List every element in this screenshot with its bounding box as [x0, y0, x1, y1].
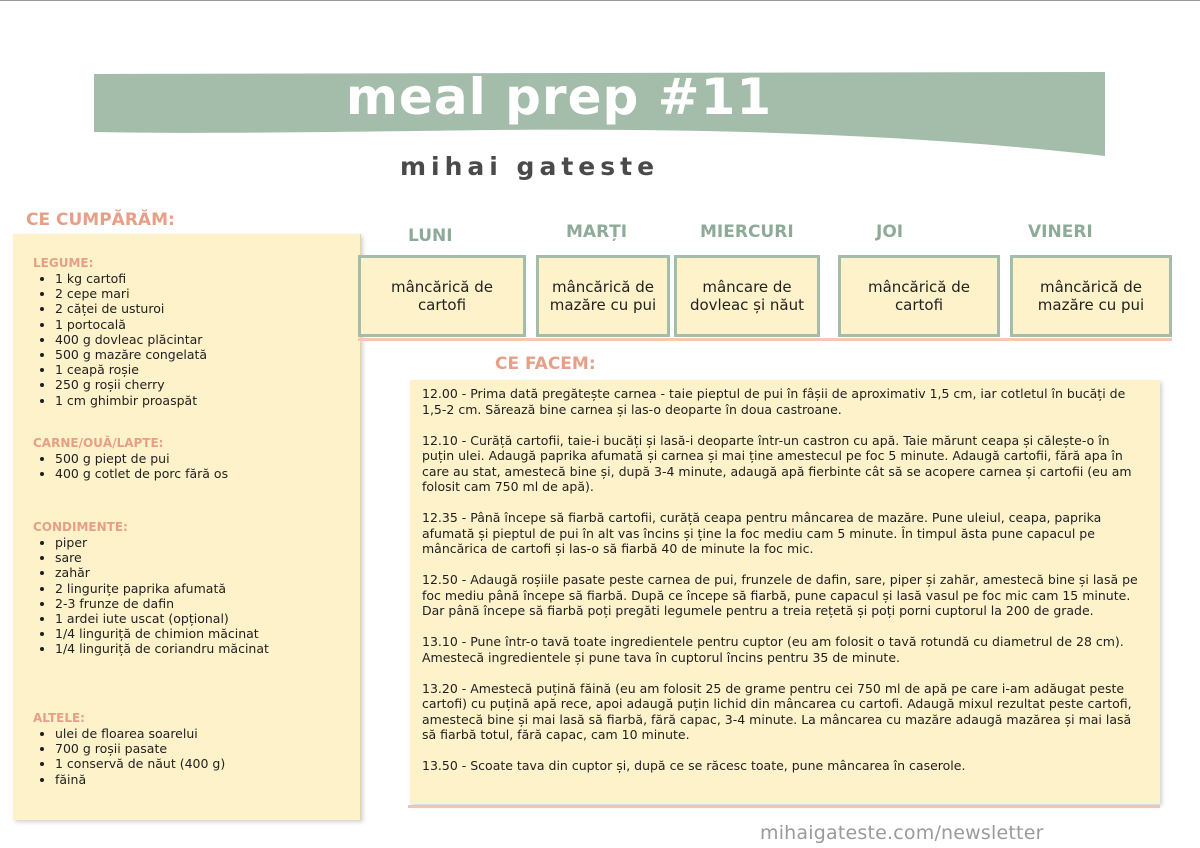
- shopping-list-card: [13, 234, 361, 820]
- list-item: • 2 căței de usturoi: [55, 301, 207, 316]
- meal-box-tuesday: [536, 255, 670, 337]
- list-item: • 2 lingurițe paprika afumată: [55, 581, 269, 596]
- steps-list: [422, 386, 1144, 789]
- shopping-heading: CE CUMPĂRĂM:: [26, 210, 175, 230]
- meal-name: mâncărică de cartofi: [390, 278, 494, 314]
- meal-name: mâncărică de cartofi: [867, 278, 971, 314]
- group-title: LEGUME:: [33, 256, 94, 270]
- list-item: • 2-3 frunze de dafin: [55, 596, 269, 611]
- day-label-wednesday: MIERCURI: [700, 222, 794, 242]
- meal-name: mâncare de dovleac și năut: [689, 278, 805, 314]
- list-item: • sare: [55, 550, 269, 565]
- title-banner: [94, 68, 1105, 156]
- meal-box-wednesday: [674, 255, 820, 337]
- list-item: • 1 ardei iute uscat (opțional): [55, 611, 269, 626]
- list-item: • 1/4 linguriță de chimion măcinat: [55, 626, 269, 641]
- list-item: • 250 g roșii cherry: [55, 377, 207, 392]
- step-item: 13.50 - Scoate tava din cuptor și, după ce se răcesc toate, pune mâncarea în caserole.: [422, 758, 966, 773]
- meal-box-monday: [358, 255, 526, 337]
- shopping-group-others: [33, 711, 225, 787]
- list-item: • 2 cepe mari: [55, 286, 207, 301]
- group-title: CONDIMENTE:: [33, 520, 128, 534]
- list-item: • zahăr: [55, 565, 269, 580]
- steps-card: [410, 380, 1160, 804]
- item-list: [33, 535, 269, 657]
- step-item: 12.35 - Până începe să fiarbă cartofii, curăță ceapa pentru mâncarea de mazăre. Pune uleiul, ceapa, paprika afumată și pieptul de pui în alt vas încins și ține la foc mediu cam 5 minute. În timpul ăsta pune capacul pe mâncărica de cartofi și las-o să fiarbă 40 de minute la foc mic.: [422, 510, 1102, 556]
- group-title: CARNE/OUĂ/LAPTE:: [33, 436, 164, 450]
- shopping-group-vegetables: [33, 256, 207, 408]
- list-item: • 1 portocală: [55, 317, 207, 332]
- list-item: • 1 ceapă roșie: [55, 362, 207, 377]
- day-label-tuesday: MARȚI: [566, 222, 628, 242]
- step-item: 12.00 - Prima dată pregătește carnea - taie pieptul de pui în fâșii de aproximativ 1,5 cm, iar cotletul în bucăți de 1,5-2 cm. Sărează bine carnea și las-o deoparte în doua castroane.: [422, 386, 1126, 417]
- step-item: 13.20 - Amestecă puțină făină (eu am folosit 25 de grame pentru cei 750 ml de apă pe care i-am adăugat peste cartofi) cu puțină apă rece, apoi adaugă puțin lichid din mâncarea cu cartofi. Adaugă mixul rezultat peste cartofi, amestecă bine și mai lasă să fiarbă, fără capac, 3-4 minute. La mâncarea cu mazăre adaugă mazărea și mai lasă să fiarbă totul, fără capac, cam 10 minute.: [422, 680, 1132, 742]
- list-item: • 1 conservă de năut (400 g): [55, 756, 225, 771]
- list-item: • 400 g dovleac plăcintar: [55, 332, 207, 347]
- page-subtitle: mihai gateste: [400, 152, 660, 181]
- days-underline: [358, 338, 1172, 341]
- shopping-group-spices: [33, 520, 269, 657]
- day-label-thursday: JOI: [876, 222, 904, 242]
- step-item: 13.10 - Pune într-o tavă toate ingredientele pentru cuptor (eu am folosit o tavă rotundă cu diametrul de 28 cm). Amestecă ingredientele și pune tava în cuptorul încins pentru 35 de minute.: [422, 634, 1124, 665]
- meal-box-friday: [1010, 255, 1172, 337]
- list-item: • 1 cm ghimbir proaspăt: [55, 393, 207, 408]
- meal-name: mâncărică de mazăre cu pui: [1037, 278, 1145, 314]
- item-list: [33, 726, 225, 787]
- newsletter-link[interactable]: mihaigateste.com/newsletter: [760, 822, 1044, 844]
- list-item: • făină: [55, 772, 225, 787]
- page-title: meal prep #11: [345, 68, 773, 126]
- meal-box-thursday: [838, 255, 1000, 337]
- shopping-group-meat-eggs-dairy: [33, 436, 228, 481]
- list-item: • 1 kg cartofi: [55, 271, 207, 286]
- item-list: [33, 271, 207, 408]
- group-title: ALTELE:: [33, 711, 85, 725]
- top-divider: [0, 0, 1200, 1]
- step-item: 12.50 - Adaugă roșiile pasate peste carnea de pui, frunzele de dafin, sare, piper și zahăr, amestecă bine și lasă pe foc mediu până începe să fiarbă. După ce începe să fiarbă, pune capacul și lasă vasul pe foc mic cam 15 minute. Dar până începe să fiarbă poți pregăti legumele pentru a treia rețetă și poți porni cuptorul la 200 de grade.: [422, 572, 1138, 618]
- list-item: • ulei de floarea soarelui: [55, 726, 225, 741]
- meal-name: mâncărică de mazăre cu pui: [549, 278, 657, 314]
- list-item: • 500 g piept de pui: [55, 451, 228, 466]
- day-label-friday: VINERI: [1028, 222, 1093, 242]
- list-item: • 400 g cotlet de porc fără os: [55, 466, 228, 481]
- step-item: 12.10 - Curăță cartofii, taie-i bucăți și lasă-i deoparte într-un castron cu apă. Taie mărunt ceapa și călește-o în puțin ulei. Adaugă paprika afumată și carnea și mai ține amestecul pe foc 5 minute. Adaugă cartofii, fără apa în care au stat, amestecă bine și, după 3-4 minute, adaugă apă fierbinte cât să se acopere carnea și cartofii (eu am folosit cam 750 ml de apă).: [422, 432, 1132, 494]
- list-item: • 700 g roșii pasate: [55, 741, 225, 756]
- day-label-monday: LUNI: [408, 226, 453, 246]
- list-item: • piper: [55, 535, 269, 550]
- list-item: • 1/4 linguriță de coriandru măcinat: [55, 641, 269, 656]
- steps-heading: CE FACEM:: [495, 354, 596, 374]
- item-list: [33, 451, 228, 481]
- list-item: • 500 g mazăre congelată: [55, 347, 207, 362]
